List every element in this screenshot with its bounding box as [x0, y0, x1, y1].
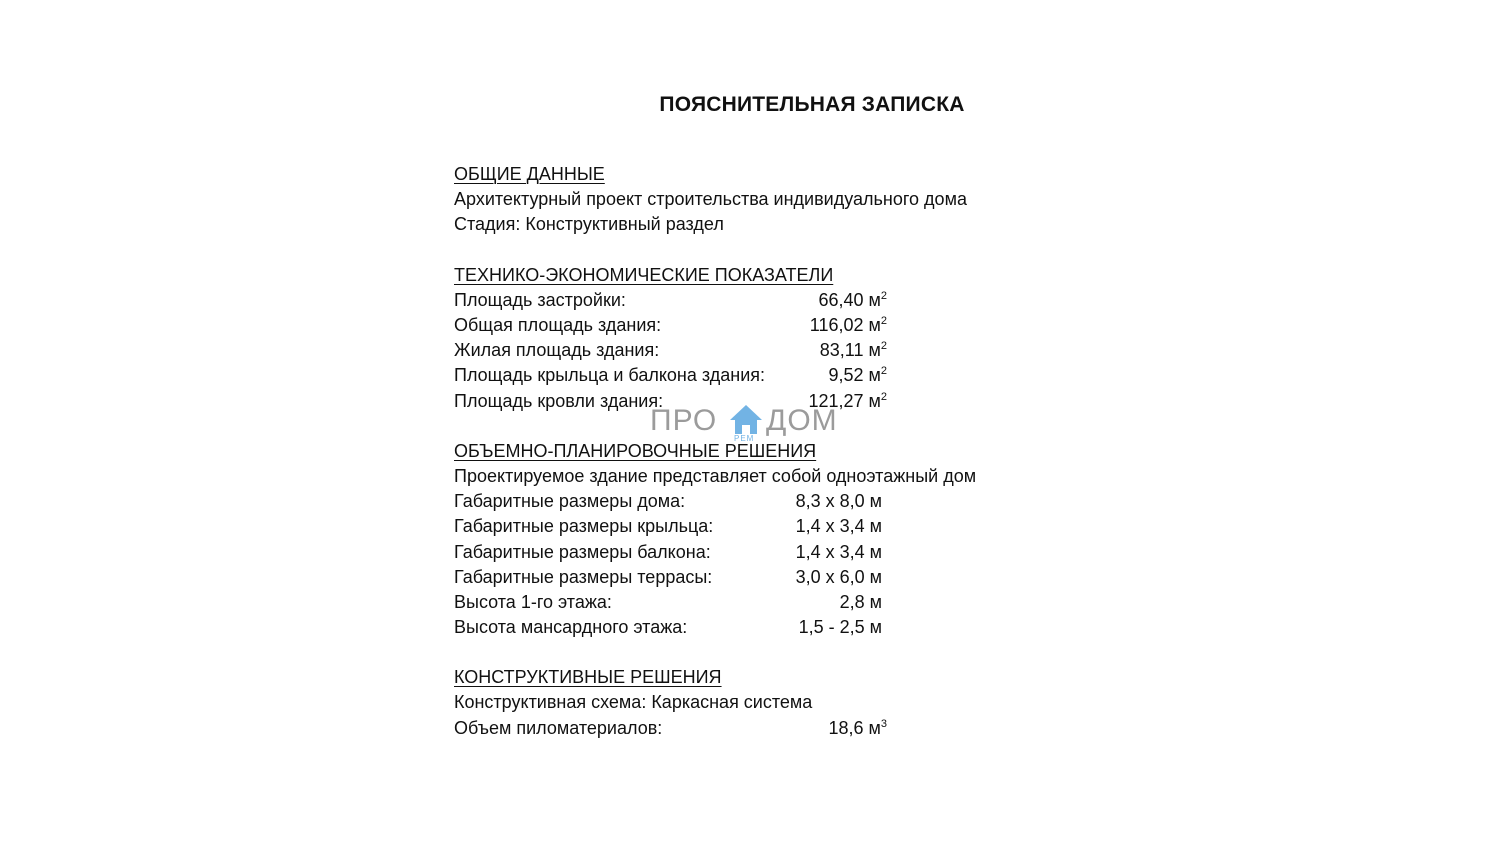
planning-intro: Проектируемое здание представляет собой одноэтажный дом [454, 465, 977, 486]
document-title: ПОЯСНИТЕЛЬНАЯ ЗАПИСКА [659, 93, 965, 116]
planning-value: 1,5 - 2,5 м [798, 617, 882, 638]
general-line: Стадия: Конструктивный раздел [454, 214, 724, 235]
section-general [454, 162, 1054, 238]
tep-row [454, 288, 1054, 313]
planning-row [454, 565, 1054, 590]
planning-label: Габаритные размеры балкона: [454, 541, 711, 562]
section-tep [454, 263, 1054, 414]
planning-label: Высота мансардного этажа: [454, 617, 688, 638]
tep-value: 116,02 $м^2$ [809, 315, 887, 335]
general-line: Архитектурный проект строительства индивидуального дома [454, 189, 967, 210]
planning-value: 1,4 х 3,4 м [795, 516, 882, 537]
section-heading-construction: КОНСТРУКТИВНЫЕ РЕШЕНИЯ [454, 667, 722, 688]
tep-label: Общая площадь здания: [454, 315, 662, 335]
tep-label: Площадь крыльца и балкона здания: [454, 365, 766, 386]
tep-row [454, 363, 1054, 388]
planning-value: 3,0 х 6,0 м [795, 566, 882, 587]
tep-label: Площадь кровли здания: [454, 390, 664, 411]
watermark-logo [650, 404, 850, 444]
section-heading-general: ОБЩИЕ ДАННЫЕ [454, 164, 605, 184]
tep-row [454, 338, 1054, 363]
planning-label: Габаритные размеры дома: [454, 491, 686, 512]
planning-row [454, 590, 1054, 615]
planning-row [454, 489, 1054, 514]
planning-label: Высота 1-го этажа: [454, 591, 612, 612]
construction-row [454, 716, 1054, 741]
section-heading-planning: ОБЪЕМНО-ПЛАНИРОВОЧНЫЕ РЕШЕНИЯ [454, 440, 817, 461]
planning-row [454, 540, 1054, 565]
tep-label: Жилая площадь здания: [454, 340, 660, 361]
planning-label: Габаритные размеры крыльца: [454, 516, 714, 537]
watermark-text-right: ДОМ [766, 404, 838, 437]
house-icon [729, 404, 763, 436]
tep-row [454, 313, 1054, 338]
watermark-text-left: ПРО [650, 404, 718, 437]
document-body [454, 162, 1054, 766]
watermark-small-text: РЕМ [734, 434, 755, 443]
planning-value: 1,4 х 3,4 м [795, 541, 882, 562]
tep-value: 121,27 $м^2$ [808, 390, 887, 411]
tep-value: 9,52 $м^2$ [828, 365, 887, 386]
planning-value: 8,3 х 8,0 м [795, 491, 882, 512]
section-heading-tep: ТЕХНИКО-ЭКОНОМИЧЕСКИЕ ПОКАЗАТЕЛИ [454, 264, 834, 285]
planning-row [454, 514, 1054, 539]
construction-intro: Конструктивная схема: Каркасная система [454, 692, 813, 713]
tep-value: 83,11 $м^2$ [819, 340, 887, 361]
tep-label: Площадь застройки: [454, 289, 626, 310]
construction-label: Объем пиломатериалов: [454, 717, 663, 738]
section-construction [454, 665, 1054, 741]
construction-value: 18,6 $м^3$ [828, 717, 887, 738]
section-planning [454, 439, 1054, 641]
tep-value: 66,40 $м^2$ [818, 289, 887, 310]
planning-label: Габаритные размеры террасы: [454, 566, 713, 587]
planning-value: 2,8 м [839, 591, 882, 612]
planning-row [454, 615, 1054, 640]
